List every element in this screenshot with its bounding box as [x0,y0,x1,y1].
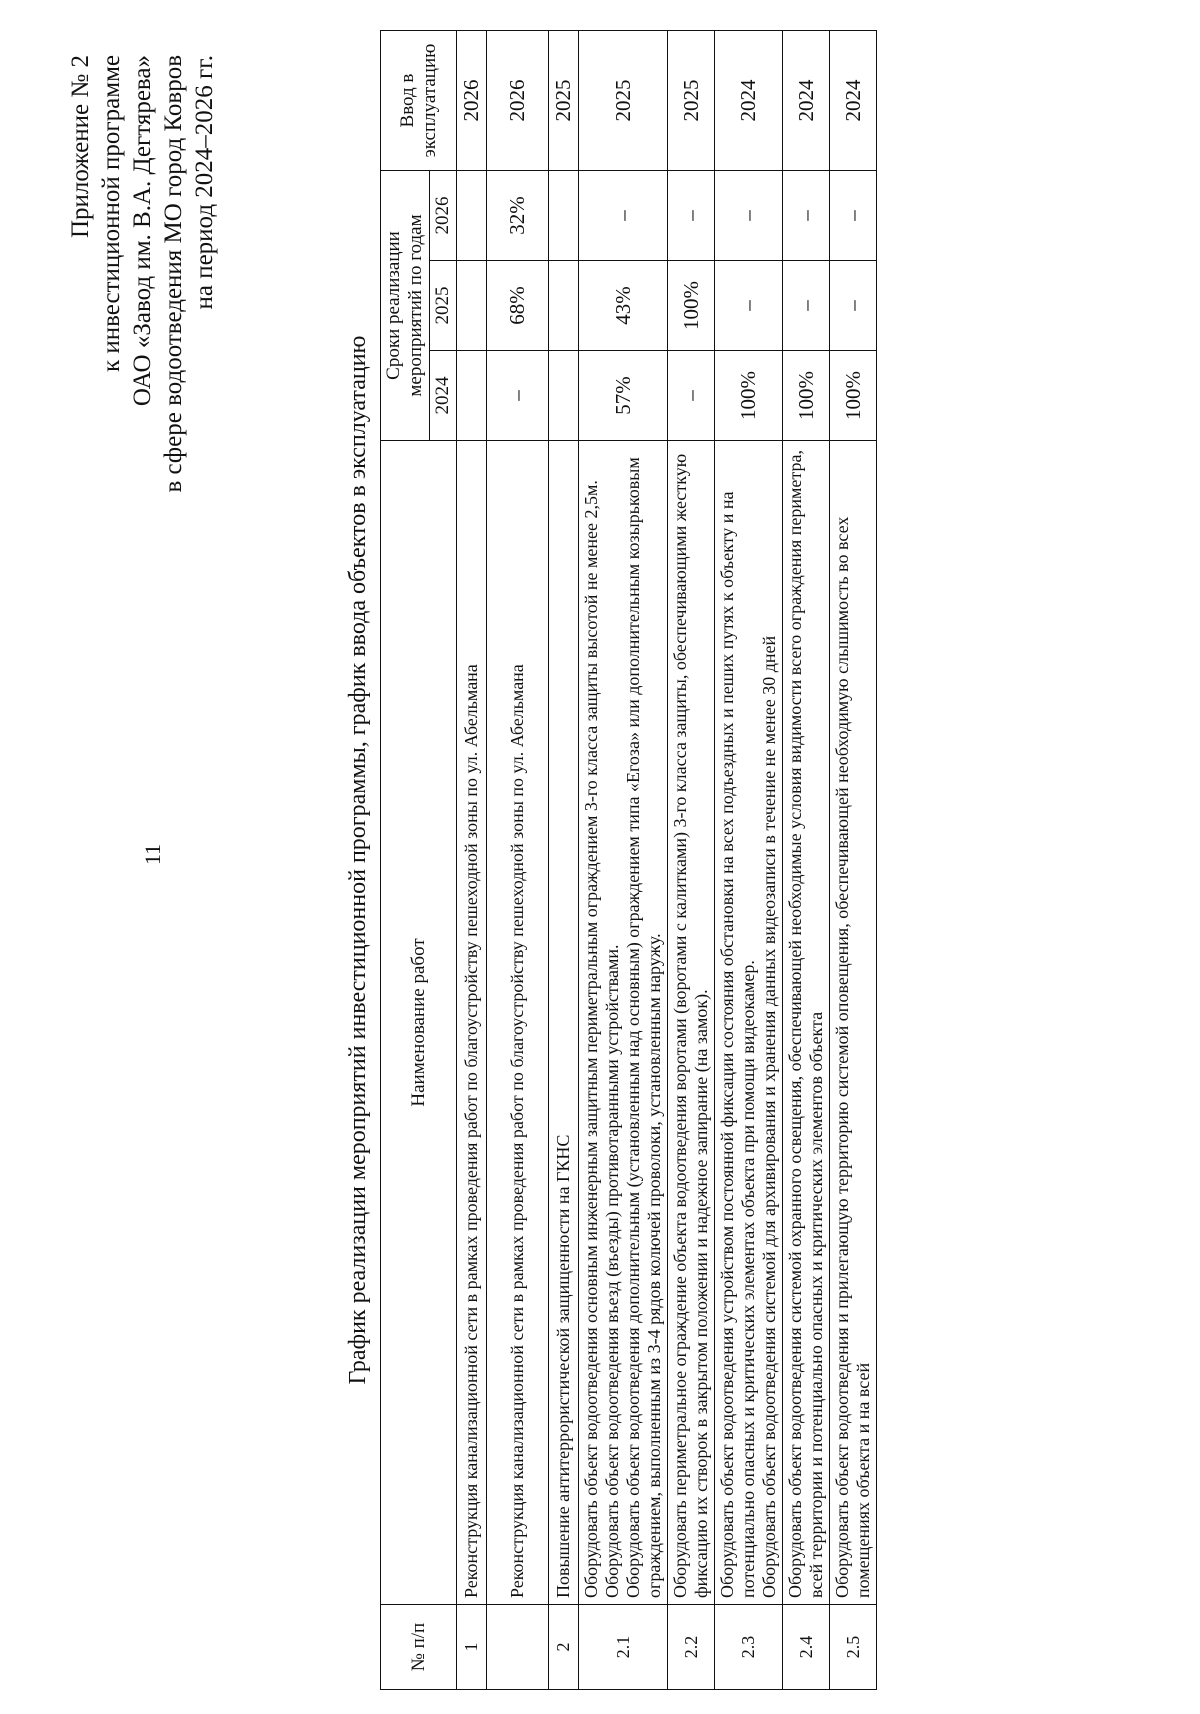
row-commissioning-year: 2026 [487,31,549,171]
table-row [579,31,668,1690]
row-name: Оборудовать объект водоотведения и прилегающую территорию системой оповещения, обеспечивающей необходимую слышимость во всех помещениях объекта и на всей [830,440,877,1604]
row-name-part: Оборудовать объект водоотведения основным инженерным защитным периметральным ограждением 3-го класса защиты высотой не менее 2,5м. [581,480,601,1599]
row-pct-2024: – [668,350,715,440]
row-commissioning-year: 2025 [549,31,579,171]
table-row [457,31,487,1690]
rotated-document [35,30,1200,1690]
header-name: Наименование работ [381,440,457,1604]
schedule-table [380,30,877,1690]
row-pct-2024 [457,350,487,440]
row-num: 2.3 [715,1605,783,1690]
row-commissioning-year: 2026 [457,31,487,171]
row-pct-2024: 100% [783,350,830,440]
row-name: Оборудовать объект водоотведения системой охранного освещения, обеспечивающей необходимые условия видимости всего ограждения периметра, всей территории и потенциально опасных и критических элементов объекта [783,440,830,1604]
row-pct-2026: 32% [487,171,549,261]
row-pct-2024: 100% [830,350,877,440]
header-line-1: Приложение № 2 [67,55,94,239]
row-name-part: Оборудовать объект водоотведения устройством постоянной фиксации состояния обстановки на всех подъездных и пеших путях к объекту и на потенциально опасных и критических элементах объекта при помощи видеокамер. [717,491,758,1599]
row-pct-2025: 100% [668,260,715,350]
row-num: 2.4 [783,1605,830,1690]
header-line-5: на период 2024–2026 гг. [191,55,218,310]
header-line-2: к инвестиционной программе [98,55,125,373]
table-row [830,31,877,1690]
row-name: Реконструкция канализационной сети в рамках проведения работ по благоустройству пешеходной зоны по ул. Абельмана [487,440,549,1604]
row-commissioning-year: 2024 [783,31,830,171]
row-num: 2.5 [830,1605,877,1690]
row-pct-2026 [457,171,487,261]
row-name: Реконструкция канализационной сети в рамках проведения работ по благоустройству пешеходной зоны по ул. Абельмана [457,440,487,1604]
row-name-part: Оборудовать объект водоотведения въезд (въезды) противотаранными устройствами. [602,944,622,1599]
row-pct-2025: – [783,260,830,350]
row-pct-2025 [549,260,579,350]
row-pct-2025: 43% [579,260,668,350]
row-pct-2026: – [830,171,877,261]
table-row [715,31,783,1690]
row-commissioning-year: 2024 [715,31,783,171]
row-pct-2026: – [715,171,783,261]
row-num: 1 [457,1605,487,1690]
row-pct-2024 [549,350,579,440]
row-name: Повышение антитеррористической защищенности на ГКНС [549,440,579,1604]
row-pct-2025: 68% [487,260,549,350]
row-pct-2026: – [668,171,715,261]
row-pct-2026: – [579,171,668,261]
row-pct-2024: 57% [579,350,668,440]
row-pct-2024: – [487,350,549,440]
table-header-row [381,31,430,1690]
header-num: № п/п [381,1605,457,1690]
appendix-header [65,55,220,493]
row-name: Оборудовать периметральное ограждение объекта водоотведения воротами (воротами с калитками) 3-го класса защиты, обеспечивающими жесткую фиксацию их створок в закрытом положении и надежное запирание (на замок). [668,440,715,1604]
header-year-2024: 2024 [430,350,457,440]
table-row [549,31,579,1690]
header-commissioning: Ввод в эксплуатацию [381,31,457,171]
row-commissioning-year: 2025 [579,31,668,171]
table-row [783,31,830,1690]
table-row [668,31,715,1690]
page-number: 11 [140,843,165,865]
row-name [715,440,783,1604]
row-pct-2024: 100% [715,350,783,440]
row-num [487,1605,549,1690]
row-num: 2 [549,1605,579,1690]
row-pct-2025: – [715,260,783,350]
header-year-2025: 2025 [430,260,457,350]
row-commissioning-year: 2025 [668,31,715,171]
header-line-4: в сфере водоотведения МО город Ковров [160,55,187,493]
row-name [579,440,668,1604]
row-num: 2.1 [579,1605,668,1690]
table-row [487,31,549,1690]
row-pct-2025: – [830,260,877,350]
row-pct-2026: – [783,171,830,261]
row-name-part: Оборудовать объект водоотведения системой для архивирования и хранения данных видеозаписи в течение не менее 30 дней [759,635,779,1599]
header-terms: Сроки реализации мероприятий по годам [381,171,430,441]
row-num: 2.2 [668,1605,715,1690]
header-year-2026: 2026 [430,171,457,261]
row-name-part: Оборудовать объект водоотведения дополнительным (установленным над основным) ограждением типа «Егоза» или дополнительным козырьковым ограждением, выполненным из 3-4 рядов колючей проволоки, установленным наружу. [623,457,664,1599]
header-line-3: ОАО «Завод им. В.А. Дегтярева» [129,55,156,407]
row-commissioning-year: 2024 [830,31,877,171]
document-title: График реализации мероприятий инвестиционной программы, график ввода объектов в эксплуатацию [345,335,371,1385]
row-pct-2026 [549,171,579,261]
row-pct-2025 [457,260,487,350]
